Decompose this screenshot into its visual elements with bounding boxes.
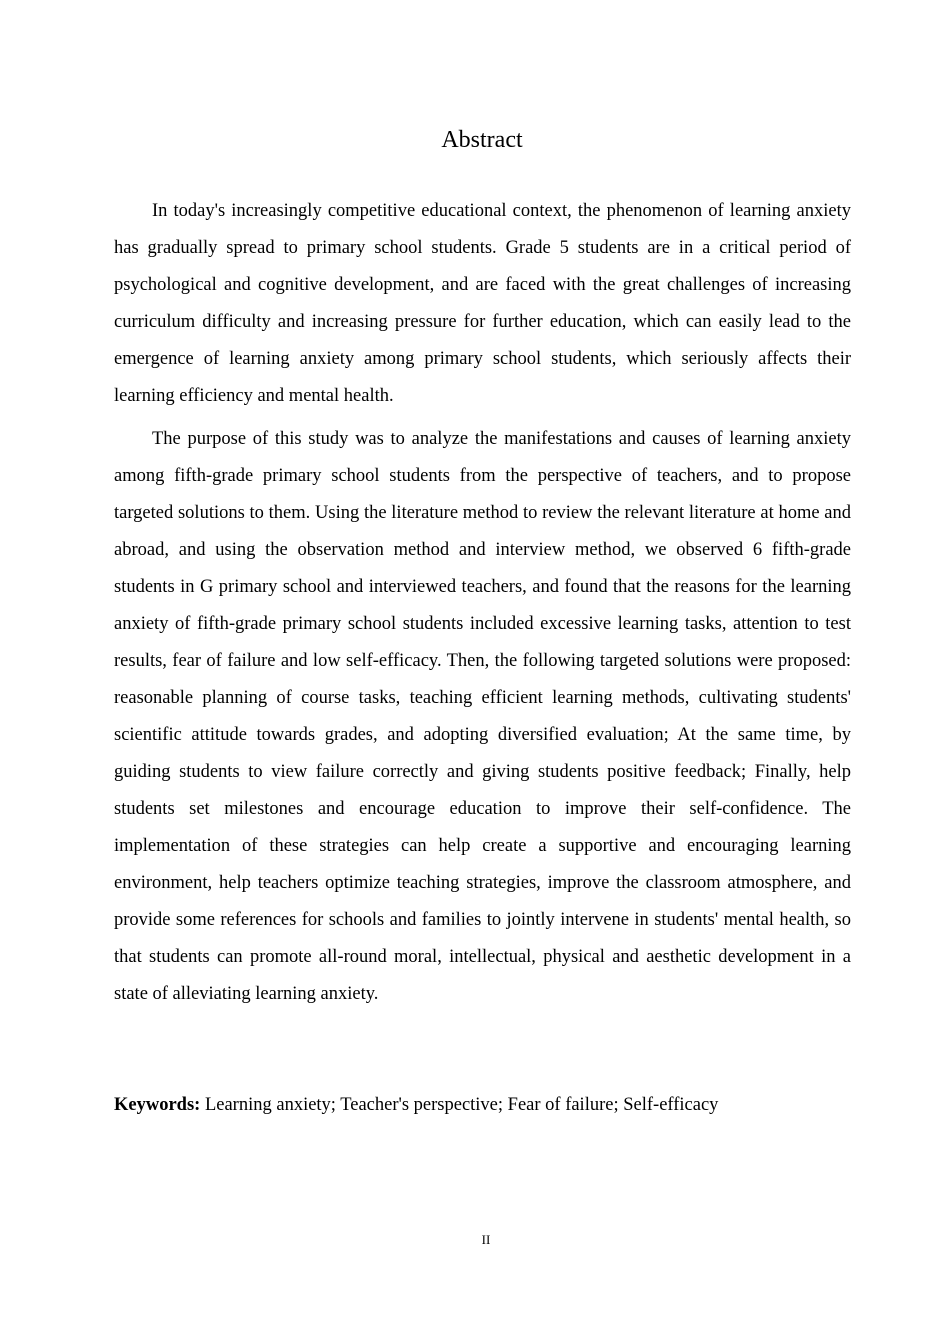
abstract-paragraph-1: In today's increasingly competitive educational context, the phenomenon of learning anxiety has gradually spread to primary school students. Grade 5 students are in a critical period of psychological and cognitive development, and are faced with the great challenges of increasing curriculum difficulty and increasing pressure for further education, which can easily lead to the emergence of learning anxiety among primary school students, which seriously affects their learning efficiency and mental health.: [114, 201, 851, 406]
abstract-paragraph-2: The purpose of this study was to analyze the manifestations and causes of learning anxiety among fifth-grade primary school students from the perspective of teachers, and to propose targeted solutions to them. Using the literature method to review the relevant literature at home and abroad, and using the observation method and interview method, we observed 6 fifth-grade students in G primary school and interviewed teachers, and found that the reasons for the learning anxiety of fifth-grade primary school students included excessive learning tasks, attention to test results, fear of failure and low self-efficacy. Then, the following targeted solutions were proposed: reasonable planning of course tasks, teaching efficient learning methods, cultivating students' scientific attitude towards grades, and adopting diversified evaluation; At the same time, by guiding students to view failure correctly and giving students positive feedback; Finally, help students set milestones and encourage education to improve their self-confidence. The implementation of these strategies can help create a supportive and encouraging learning environment, help teachers optimize teaching strategies, improve the classroom atmosphere, and provide some references for schools and families to jointly intervene in students' mental health, so that students can promote all-round moral, intellectual, physical and aesthetic development in a state of alleviating learning anxiety.: [114, 429, 851, 1004]
page-number: II: [481, 1232, 491, 1247]
keywords-text: Learning anxiety; Teacher's perspective; Fear of failure; Self-efficacy: [204, 1095, 719, 1115]
keywords-label: Keywords:: [114, 1095, 201, 1115]
abstract-body: [114, 193, 851, 1019]
abstract-title: Abstract: [441, 127, 523, 153]
keywords-line: [114, 1090, 851, 1120]
